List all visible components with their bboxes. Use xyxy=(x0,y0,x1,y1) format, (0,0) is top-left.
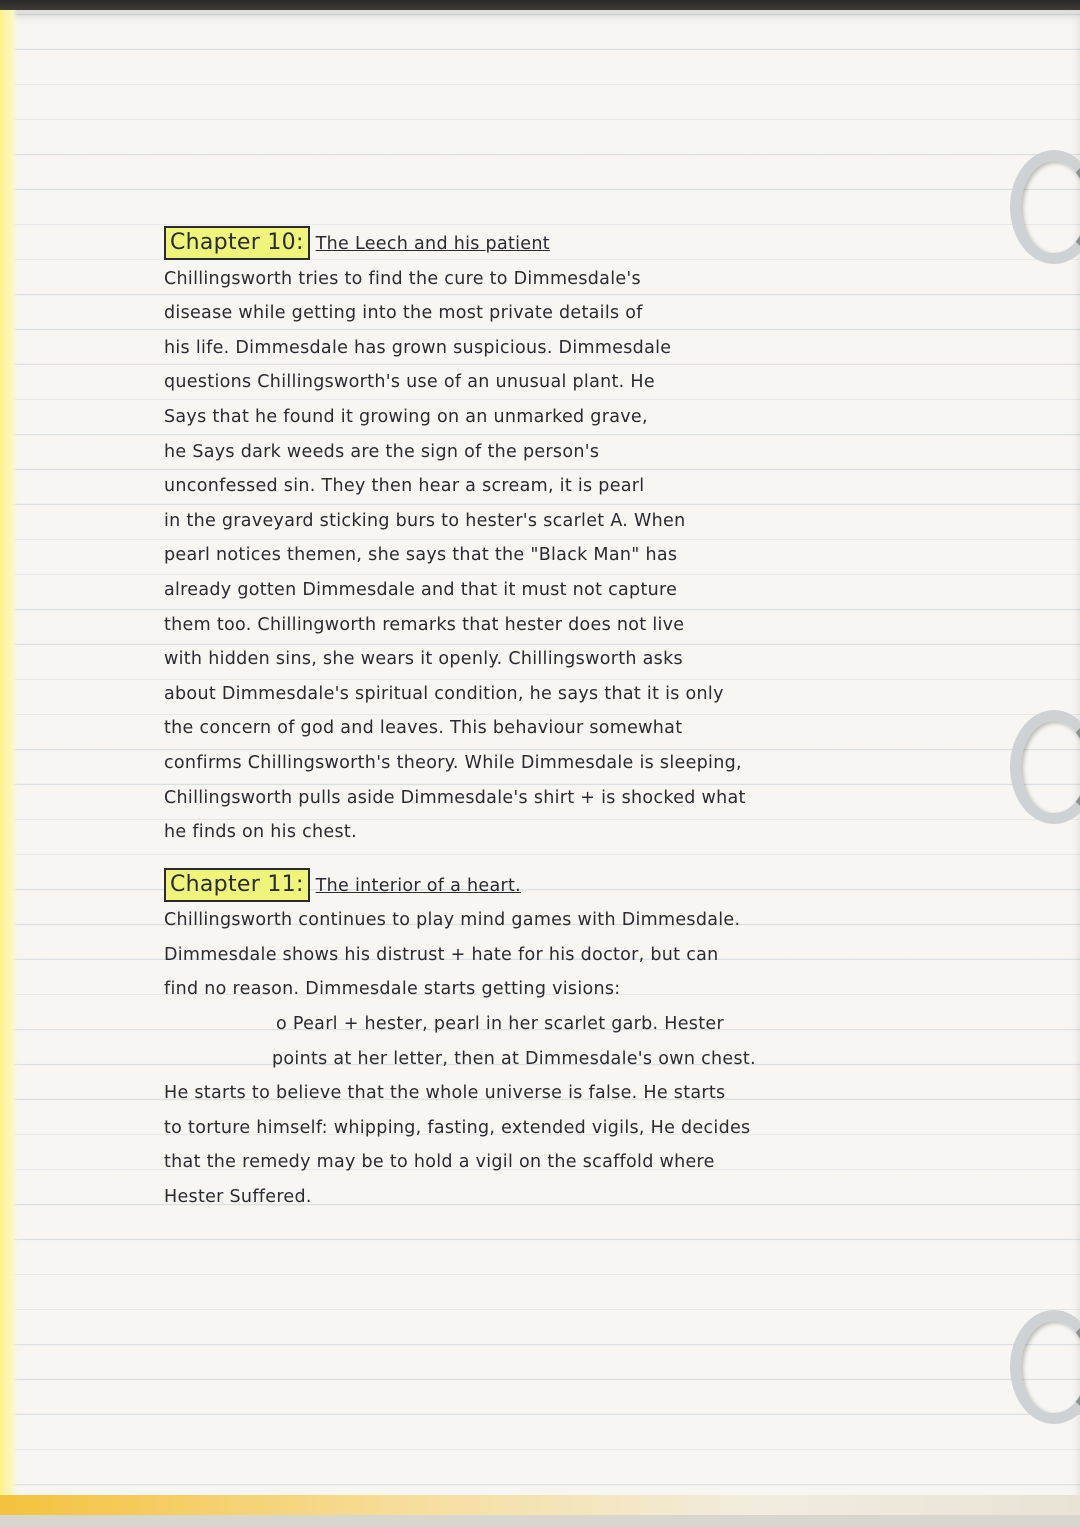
note-line: disease while getting into the most private details of xyxy=(164,303,643,324)
note-line: pearl notices themen, she says that the "Black Man" has xyxy=(164,545,678,566)
note-line: confirms Chillingsworth's theory. While Dimmesdale is sleeping, xyxy=(164,752,742,773)
note-line: that the remedy may be to hold a vigil on the scaffold where xyxy=(164,1152,715,1173)
note-line: them too. Chillingworth remarks that hester does not live xyxy=(164,614,685,635)
note-line: find no reason. Dimmesdale starts getting visions: xyxy=(164,979,621,1000)
note-line: with hidden sins, she wears it openly. Chillingsworth asks xyxy=(164,649,683,670)
chapter-11-heading xyxy=(164,868,934,904)
chapter-10-summary xyxy=(164,262,934,850)
note-line: the concern of god and leaves. This behaviour somewhat xyxy=(164,718,683,739)
chapter-10-heading xyxy=(164,226,934,262)
note-line: Says that he found it growing on an unmarked grave, xyxy=(164,406,648,427)
chapter-11-label: Chapter 11: xyxy=(164,868,310,902)
note-line: his life. Dimmesdale has grown suspicious. Dimmesdale xyxy=(164,337,672,358)
note-line: He starts to believe that the whole universe is false. He starts xyxy=(164,1083,726,1104)
note-line: Chillingsworth tries to find the cure to Dimmesdale's xyxy=(164,268,641,289)
note-line: in the graveyard sticking burs to hester's scarlet A. When xyxy=(164,510,686,531)
note-line: he Says dark weeds are the sign of the person's xyxy=(164,441,600,462)
chapter-11-title: The interior of a heart. xyxy=(315,875,522,896)
handwritten-notes xyxy=(164,226,934,1215)
binder-ring-middle xyxy=(1010,710,1080,824)
binder-ring-bottom xyxy=(1010,1310,1080,1424)
note-line: unconfessed sin. They then hear a scream, it is pearl xyxy=(164,476,645,497)
chapter-10-label: Chapter 10: xyxy=(164,226,310,260)
highlighted-page-edge xyxy=(0,10,18,1515)
binder-ring-top xyxy=(1010,150,1080,264)
note-line: he finds on his chest. xyxy=(164,822,357,843)
bullet-continuation-line: points at her letter, then at Dimmesdale's own chest. xyxy=(272,1048,756,1069)
bullet-line: o Pearl + hester, pearl in her scarlet garb. Hester xyxy=(276,1014,724,1035)
note-line: already gotten Dimmesdale and that it must not capture xyxy=(164,579,678,600)
note-line: Chillingsworth pulls aside Dimmesdale's shirt + is shocked what xyxy=(164,787,746,808)
note-line: to torture himself: whipping, fasting, extended vigils, He decides xyxy=(164,1117,751,1138)
chapter-10-title: The Leech and his patient xyxy=(315,234,550,254)
page-bottom-edge xyxy=(0,1495,1080,1515)
note-line: Chillingsworth continues to play mind games with Dimmesdale. xyxy=(164,910,741,931)
note-line: about Dimmesdale's spiritual condition, he says that it is only xyxy=(164,683,724,704)
note-line: Dimmesdale shows his distrust + hate for his doctor, but can xyxy=(164,944,719,965)
note-line: Hester Suffered. xyxy=(164,1187,312,1208)
chapter-11-summary xyxy=(164,903,934,1214)
note-line: questions Chillingsworth's use of an unusual plant. He xyxy=(164,372,655,393)
